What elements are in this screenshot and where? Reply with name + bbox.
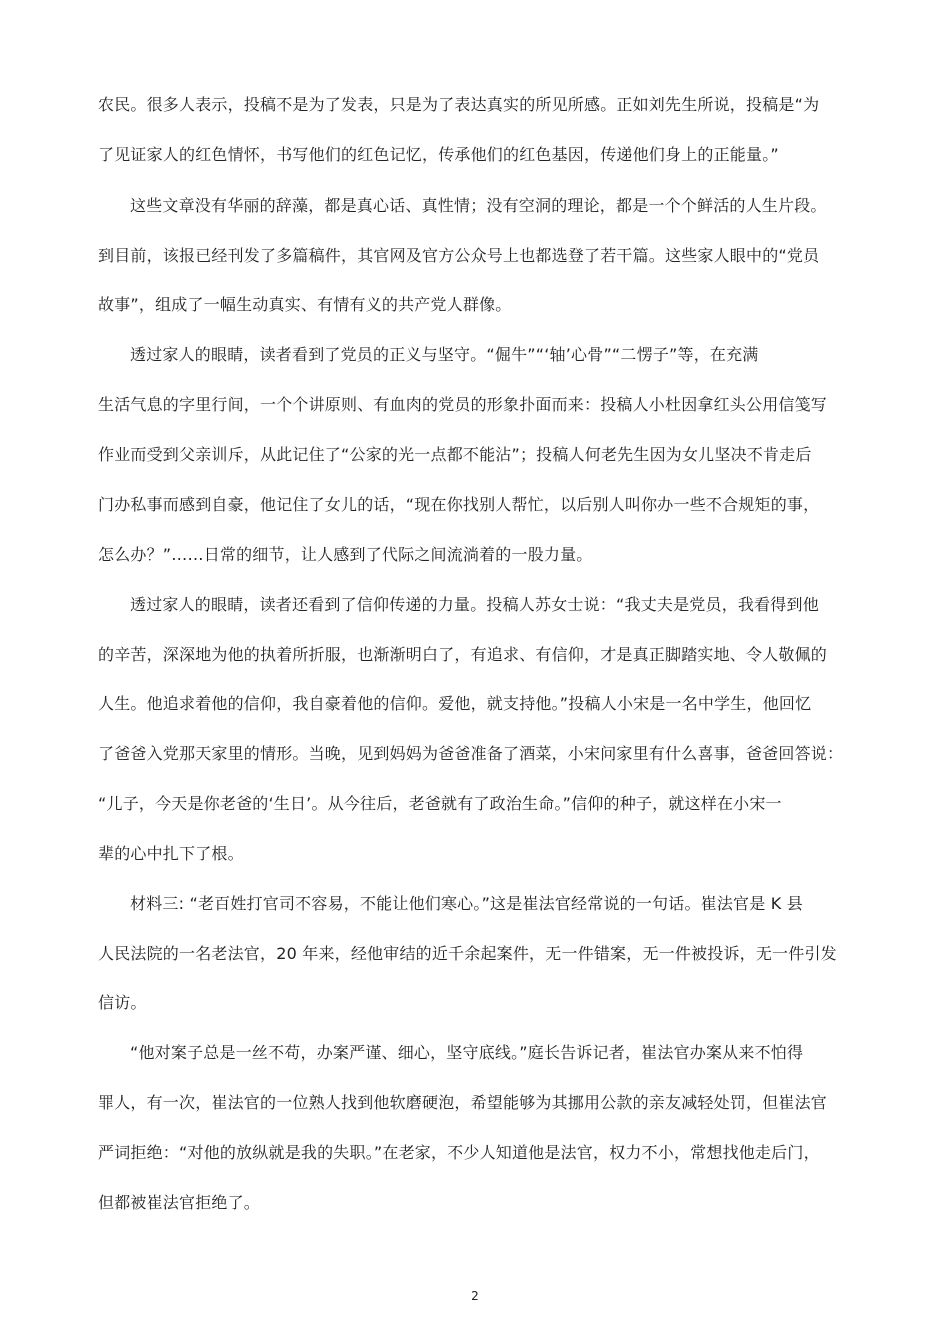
text-line: 信访。 (98, 993, 147, 1012)
text-line: 了爸爸入党那天家里的情形。当晚，见到妈妈为爸爸准备了酒菜，小宋问家里有什么喜事，爸爸回答说： (98, 744, 844, 763)
text-line: 故事”，组成了一幅生动真实、有情有义的共产党人群像。 (98, 295, 512, 314)
text-line: 但都被崔法官拒绝了。 (98, 1193, 261, 1212)
text-line: 了见证家人的红色情怀，书写他们的红色记忆，传承他们的红色基因，传递他们身上的正能量。” (98, 145, 779, 164)
text-line: 怎么办？”……日常的细节，让人感到了代际之间流淌着的一股力量。 (98, 545, 593, 564)
text-line: 生活气息的字里行间，一个个讲原则、有血肉的党员的形象扑面而来：投稿人小杜因拿红头公用信笺写 (98, 395, 828, 414)
text-line: 人民法院的一名老法官，20 年来，经他审结的近千余起案件，无一件错案，无一件被投诉，无一件引发 (98, 944, 837, 963)
text-line: 罪人，有一次，崔法官的一位熟人找到他软磨硬泡，希望能够为其挪用公款的亲友减轻处罚，但崔法官 (98, 1093, 828, 1112)
text-line: 严词拒绝：“对他的放纵就是我的失职。”在老家，不少人知道他是法官，权力不小，常想找他走后门， (98, 1143, 820, 1162)
text-line: 这些文章没有华丽的辞藻，都是真心话、真性情；没有空洞的理论，都是一个个鲜活的人生片段。 (130, 196, 827, 215)
text-line: 人生。他追求着他的信仰，我自豪着他的信仰。爱他，就支持他。”投稿人小宋是一名中学生，他回忆 (98, 694, 812, 713)
text-line: 到目前，该报已经刊发了多篇稿件，其官网及官方公众号上也都选登了若干篇。这些家人眼中的“党员 (98, 246, 820, 265)
text-line: 作业而受到父亲训斥，从此记住了“公家的光一点都不能沾”；投稿人何老先生因为女儿坚决不肯走后 (98, 445, 812, 464)
text-line: 农民。很多人表示，投稿不是为了发表，只是为了表达真实的所见所感。正如刘先生所说，投稿是“为 (98, 95, 820, 114)
text-line: 的辛苦，深深地为他的执着所折服，也渐渐明白了，有追求、有信仰，才是真正脚踏实地、令人敬佩的 (98, 645, 828, 664)
text-line: “他对案子总是一丝不苟，办案严谨、细心，坚守底线。”庭长告诉记者，崔法官办案从来不怕得 (130, 1043, 804, 1062)
text-line: “儿子，今天是你老爸的‘生日’。从今往后，老爸就有了政治生命。”信仰的种子，就这样在小宋一 (98, 794, 782, 813)
text-line: 透过家人的眼睛，读者看到了党员的正义与坚守。“倔牛”“‘轴’心骨”“二愣子”等，在充满 (130, 345, 759, 364)
text-line: 材料三: “老百姓打官司不容易，不能让他们寒心。”这是崔法官经常说的一句话。崔法官是 K 县 (130, 894, 803, 913)
page-number: 2 (471, 1289, 479, 1303)
text-line: 门办私事而感到自豪，他记住了女儿的话，“现在你找别人帮忙，以后别人叫你办一些不合规矩的事， (98, 495, 820, 514)
text-line: 透过家人的眼睛，读者还看到了信仰传递的力量。投稿人苏女士说：“我丈夫是党员，我看得到他 (130, 595, 819, 614)
text-line: 辈的心中扎下了根。 (98, 844, 244, 863)
